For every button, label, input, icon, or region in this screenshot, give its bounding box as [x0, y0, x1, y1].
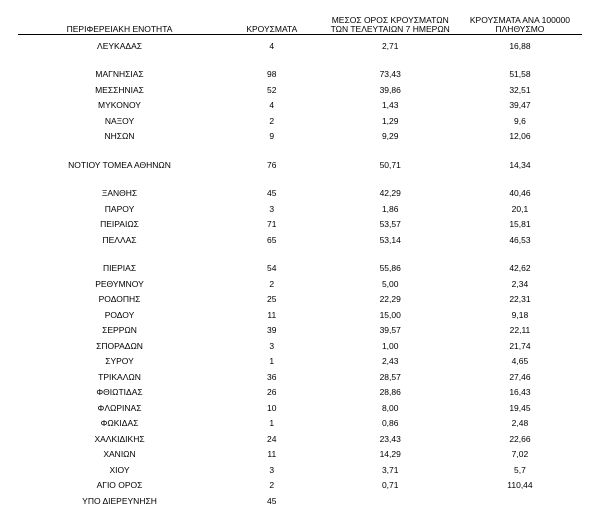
cell-per-100000: 22,11: [509, 325, 531, 335]
cell-region: ΠΕΙΡΑΙΩΣ: [100, 219, 139, 229]
spacer-cell: [18, 245, 582, 258]
table-row: [18, 397, 582, 413]
cell-average-7days: 14,29: [379, 449, 401, 459]
cell-per-100000: 7,02: [511, 449, 529, 459]
cell-cases: 76: [267, 159, 277, 170]
cell-average-7days: 73,43: [379, 69, 401, 79]
table-row: [18, 366, 582, 382]
cell-region: ΝΟΤΙΟΥ ΤΟΜΕΑ ΑΘΗΝΩΝ: [68, 159, 171, 170]
cell-region: ΣΥΡΟΥ: [105, 356, 134, 366]
table-row: [18, 79, 582, 95]
cell-average-7days: 53,57: [379, 219, 401, 229]
cell-average-7days: 2,71: [381, 40, 399, 51]
cell-region: ΜΕΣΣΗΝΙΑΣ: [95, 84, 144, 95]
cell-region: ΛΕΥΚΑΔΑΣ: [97, 40, 142, 51]
cell-cases: 3: [269, 203, 275, 214]
cell-cases: 26: [267, 387, 277, 397]
cell-average-7days: 55,86: [379, 263, 401, 273]
column-header-average-7days-line1: ΜΕΣΟΣ ΟΡΟΣ ΚΡΟΥΣΜΑΤΩΝ: [331, 15, 449, 25]
cell-per-100000: 46,53: [509, 234, 531, 245]
cell-region: ΦΘΙΩΤΙΔΑΣ: [96, 387, 143, 397]
cell-region: ΧΑΛΚΙΔΙΚΗΣ: [94, 433, 145, 444]
cell-per-100000: 22,31: [509, 294, 531, 304]
cell-average-7days: 0,71: [381, 480, 399, 490]
table-row: [18, 154, 582, 170]
table-row: [18, 428, 582, 444]
cell-region: ΠΙΕΡΙΑΣ: [102, 263, 137, 273]
cell-cases: 71: [267, 219, 277, 229]
cell-cases: 4: [269, 40, 275, 51]
cell-cases: 2: [269, 480, 275, 490]
cell-per-100000: 22,66: [509, 433, 531, 444]
table-row-spacer: [18, 141, 582, 154]
table-row: [18, 459, 582, 475]
cell-region: ΜΑΓΝΗΣΙΑΣ: [95, 69, 144, 79]
cell-region: ΑΓΙΟ ΟΡΟΣ: [96, 480, 143, 490]
table-row: [18, 351, 582, 367]
column-header-cases-line2: ΚΡΟΥΣΜΑΤΑ: [246, 24, 298, 34]
cell-per-100000: 16,43: [509, 387, 531, 397]
column-header-region: [18, 16, 221, 35]
cell-per-100000: 21,74: [509, 340, 531, 351]
table-header: [18, 16, 582, 35]
table-row: [18, 475, 582, 491]
cell-cases: 45: [267, 495, 277, 506]
cell-region: ΦΛΩΡΙΝΑΣ: [97, 402, 142, 413]
cell-region: ΣΕΡΡΩΝ: [102, 325, 137, 335]
table-row: [18, 382, 582, 398]
table-row: [18, 183, 582, 199]
cell-per-100000: 2,34: [511, 278, 529, 289]
cell-region: ΠΑΡΟΥ: [104, 203, 135, 214]
spacer-cell: [18, 141, 582, 154]
cell-average-7days: 23,43: [379, 433, 401, 444]
table-row: [18, 95, 582, 111]
table-row: [18, 258, 582, 274]
cell-average-7days: 42,29: [379, 188, 401, 198]
cell-region: ΧΑΝΙΩΝ: [103, 449, 136, 459]
cell-average-7days: 1,43: [381, 100, 399, 110]
table-row: [18, 320, 582, 336]
table-row: [18, 335, 582, 351]
table-row-spacer: [18, 51, 582, 64]
cell-average-7days: 39,57: [379, 325, 401, 335]
cell-average-7days: 1,00: [381, 340, 399, 351]
cell-cases: 3: [269, 340, 275, 351]
cell-average-7days: [323, 490, 458, 506]
cell-per-100000: 42,62: [509, 263, 531, 273]
cell-per-100000: 19,45: [509, 402, 531, 413]
cell-average-7days: 2,43: [381, 356, 399, 366]
cell-per-100000: 32,51: [509, 84, 531, 95]
cell-cases: 98: [267, 69, 277, 79]
column-header-per-100000: [458, 16, 582, 35]
column-header-average-7days: [323, 16, 458, 35]
cell-region: ΞΑΝΘΗΣ: [101, 188, 138, 198]
cell-average-7days: 1,29: [381, 115, 399, 126]
cell-cases: 4: [269, 100, 275, 110]
cell-per-100000: 110,44: [507, 480, 533, 490]
cell-region: ΝΗΣΩΝ: [104, 131, 135, 141]
cell-region: ΜΥΚΟΝΟΥ: [98, 100, 141, 110]
table-row: [18, 490, 582, 506]
cell-region: ΤΡΙΚΑΛΩΝ: [98, 371, 141, 382]
cell-cases: 10: [267, 402, 277, 413]
cell-region: ΠΕΛΛΑΣ: [102, 234, 137, 245]
table-row: [18, 198, 582, 214]
column-header-cases: [221, 16, 323, 35]
cell-cases: 11: [267, 449, 277, 459]
cell-region: ΧΙΟΥ: [109, 464, 130, 475]
cell-average-7days: 22,29: [379, 294, 401, 304]
cell-cases: 11: [267, 309, 277, 320]
cell-region: ΥΠΟ ΔΙΕΡΕΥΝΗΣΗ: [82, 495, 157, 506]
cell-region: ΦΩΚΙΔΑΣ: [100, 418, 139, 428]
cell-cases: 1: [269, 418, 275, 428]
cell-cases: 45: [267, 188, 277, 198]
cell-per-100000: 51,58: [509, 69, 531, 79]
table-row-spacer: [18, 170, 582, 183]
cases-table: [18, 16, 582, 506]
cell-average-7days: 39,86: [379, 84, 401, 95]
column-header-per-100000-line1: ΚΡΟΥΣΜΑΤΑ ΑΝΑ 100000: [469, 15, 570, 25]
cell-region: ΣΠΟΡΑΔΩΝ: [96, 340, 143, 351]
cell-cases: 3: [269, 464, 275, 475]
cell-region: ΡΟΔΟΥ: [104, 309, 135, 320]
column-header-per-100000-line2: ΠΛΗΘΥΣΜΟ: [495, 24, 545, 34]
cell-cases: 1: [269, 356, 275, 366]
cell-cases: 36: [267, 371, 277, 382]
cell-per-100000: 20,1: [511, 203, 529, 214]
table-row: [18, 413, 582, 429]
column-header-region-line2: ΠΕΡΙΦΕΡΕΙΑΚΗ ΕΝΟΤΗΤΑ: [66, 24, 173, 34]
cell-cases: 39: [267, 325, 277, 335]
cell-per-100000: 15,81: [509, 219, 531, 229]
table-row: [18, 214, 582, 230]
column-header-average-7days-line2: ΤΩΝ ΤΕΛΕΥΤΑΙΩΝ 7 ΗΜΕΡΩΝ: [330, 24, 450, 34]
cell-average-7days: 28,57: [379, 371, 401, 382]
cell-per-100000: 9,18: [511, 309, 529, 320]
cell-cases: 65: [267, 234, 277, 245]
cell-per-100000: 27,46: [509, 371, 531, 382]
cell-cases: 24: [267, 433, 277, 444]
cell-per-100000: 4,65: [511, 356, 529, 366]
cell-per-100000: 16,88: [509, 40, 531, 51]
cell-per-100000: 40,46: [509, 188, 531, 198]
cell-per-100000: 5,7: [514, 464, 526, 475]
cell-average-7days: 5,00: [381, 278, 399, 289]
cell-region: ΝΑΞΟΥ: [104, 115, 135, 126]
cell-average-7days: 8,00: [381, 402, 399, 413]
cell-per-100000: 39,47: [509, 100, 531, 110]
cell-per-100000: [458, 490, 582, 506]
cell-cases: 25: [267, 294, 277, 304]
spacer-cell: [18, 51, 582, 64]
table-row: [18, 304, 582, 320]
table-row: [18, 35, 582, 51]
table-row: [18, 444, 582, 460]
cell-cases: 54: [267, 263, 277, 273]
cell-cases: 9: [269, 131, 275, 141]
cell-average-7days: 28,86: [379, 387, 401, 397]
table-row: [18, 64, 582, 80]
table-row: [18, 273, 582, 289]
cell-per-100000: 14,34: [509, 159, 531, 170]
cell-average-7days: 53,14: [379, 234, 401, 245]
spacer-cell: [18, 170, 582, 183]
cell-per-100000: 12,06: [509, 131, 531, 141]
cell-cases: 52: [267, 84, 277, 95]
cell-average-7days: 15,00: [379, 309, 401, 320]
cell-average-7days: 3,71: [381, 464, 399, 475]
cell-average-7days: 9,29: [381, 131, 399, 141]
cell-cases: 2: [269, 278, 275, 289]
cell-region: ΡΟΔΟΠΗΣ: [98, 294, 141, 304]
cell-cases: 2: [269, 115, 275, 126]
table-row: [18, 229, 582, 245]
table-row: [18, 289, 582, 305]
cell-average-7days: 1,86: [381, 203, 399, 214]
cell-region: ΡΕΘΥΜΝΟΥ: [95, 278, 144, 289]
table-row-spacer: [18, 245, 582, 258]
table-row: [18, 110, 582, 126]
cell-per-100000: 2,48: [511, 418, 529, 428]
table-body: [18, 35, 582, 506]
cell-average-7days: 0,86: [381, 418, 399, 428]
table-row: [18, 126, 582, 142]
cell-average-7days: 50,71: [379, 159, 401, 170]
cell-per-100000: 9,6: [514, 115, 526, 126]
